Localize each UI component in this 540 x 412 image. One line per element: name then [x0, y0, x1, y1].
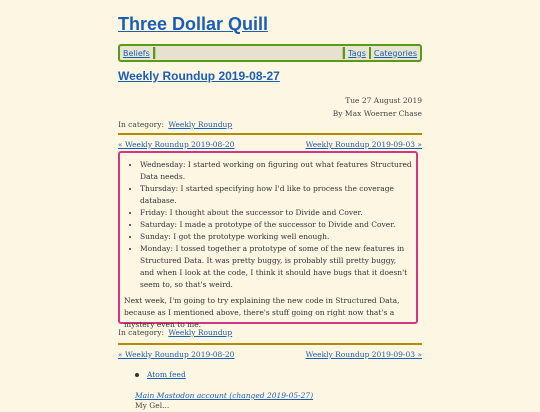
nav-tags[interactable]: Tags	[348, 48, 366, 58]
list-item	[135, 391, 313, 400]
list-item: • Wednesday: I started working on figuring out what features Structured Data needs.	[140, 159, 412, 183]
site-title[interactable]: Three Dollar Quill	[118, 14, 269, 34]
divider	[118, 133, 422, 135]
nav-categories[interactable]: Categories	[373, 48, 417, 58]
top-nav	[118, 44, 422, 62]
post-content	[118, 151, 418, 329]
day-list	[124, 159, 412, 291]
list-item	[135, 370, 313, 379]
nav-spacer	[155, 47, 343, 59]
post-title[interactable]: Weekly Roundup 2019-08-27	[118, 69, 280, 83]
list-item: • Saturday: I made a prototype of the successor to Divide and Cover.	[140, 219, 412, 231]
mastodon-link[interactable]: Main Mastodon account (changed 2019-05-27)	[135, 391, 314, 400]
prev-post-link[interactable]: « Weekly Roundup 2019-08-20	[118, 350, 235, 359]
category-label: In category:	[118, 120, 164, 129]
divider	[118, 343, 422, 345]
nav-beliefs[interactable]: Beliefs	[123, 48, 150, 58]
post-byline: By Max Woerner Chase	[332, 109, 422, 118]
pager-bottom	[118, 350, 422, 359]
category-link[interactable]: Weekly Roundup	[168, 120, 233, 129]
next-post-link[interactable]: Weekly Roundup 2019-09-03 »	[305, 140, 422, 149]
bullet-icon	[135, 373, 139, 377]
category-line-bottom	[118, 328, 232, 337]
prev-post-link[interactable]: « Weekly Roundup 2019-08-20	[118, 140, 235, 149]
footer-cut-text: My Gel...	[135, 401, 170, 410]
list-item: • Thursday: I started specifying how I'd like to process the coverage database.	[140, 183, 412, 207]
list-item: • Monday: I tossed together a prototype of some of the new features in Structured Data. It was pretty buggy, is probably still pretty buggy, and when I look at the code, I think it should have bugs that it doesn't seem to, so that's weird.	[140, 243, 412, 291]
category-link[interactable]: Weekly Roundup	[168, 328, 233, 337]
post-date: Tue 27 August 2019	[345, 96, 422, 105]
list-item: • Sunday: I got the prototype working well enough.	[140, 231, 412, 243]
pager-top	[118, 140, 422, 149]
atom-feed-link[interactable]: Atom feed	[147, 370, 186, 379]
category-label: In category:	[118, 328, 164, 337]
category-line	[118, 120, 232, 129]
content-paragraph: Next week, I'm going to try explaining the new code in Structured Data, because as I mentioned above, there's stuff going on right now that's a mystery even to me.	[124, 296, 400, 329]
list-item: • Friday: I thought about the successor to Divide and Cover.	[140, 207, 412, 219]
next-post-link[interactable]: Weekly Roundup 2019-09-03 »	[305, 350, 422, 359]
